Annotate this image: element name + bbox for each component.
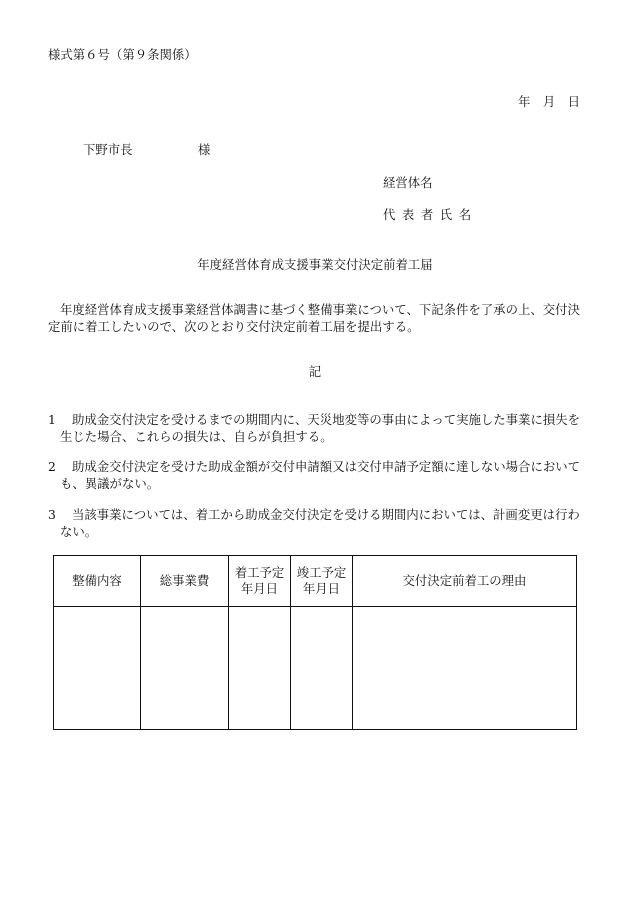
header-completion-date: 竣工予定 年月日 <box>291 556 353 607</box>
addressee-name: 下野市長 <box>83 142 133 157</box>
work-details-table <box>53 555 577 730</box>
condition-number: 2 <box>48 459 56 474</box>
condition-number: 3 <box>48 507 56 522</box>
cell-reason[interactable] <box>353 607 577 730</box>
condition-text-line: も、異議がない。 <box>60 476 160 491</box>
addressee-honorific: 様 <box>198 142 211 157</box>
body-text-line: 年度経営体育成支援事業経営体調書に基づく整備事業について、下記条件を了承の上、交付決 <box>60 302 580 317</box>
condition-number: 1 <box>48 412 56 427</box>
condition-text-line: 生じた場合、これらの損失は、自らが負担する。 <box>60 429 333 444</box>
condition-text-line: 助成金交付決定を受けた助成金額が交付申請額又は交付申請予定額に達しない場合において <box>72 459 581 474</box>
cell-completion-date[interactable] <box>291 607 353 730</box>
condition-text-line: ない。 <box>60 524 98 539</box>
table-row <box>54 607 577 730</box>
table-header-row <box>54 556 577 607</box>
condition-text-line: 当該事業については、着工から助成金交付決定を受ける期間内においては、計画変更は行わ <box>72 507 580 522</box>
body-text-line: 定前に着工したいので、次のとおり交付決定前着工届を提出する。 <box>48 319 420 334</box>
header-start-date: 着工予定 年月日 <box>229 556 291 607</box>
condition-text-line: 助成金交付決定を受けるまでの期間内に、天災地変等の事由によって実施した事業に損失を <box>72 412 581 427</box>
cell-start-date[interactable] <box>229 607 291 730</box>
header-work-content: 整備内容 <box>54 556 141 607</box>
header-total-cost: 総事業費 <box>141 556 229 607</box>
organization-name-label: 経営体名 <box>383 175 433 190</box>
ki-heading: 記 <box>308 364 322 379</box>
representative-name-label: 代 表 者 氏 名 <box>383 207 473 222</box>
header-reason: 交付決定前着工の理由 <box>353 556 577 607</box>
cell-work-content[interactable] <box>54 607 141 730</box>
document-title: 年度経営体育成支援事業交付決定前着工届 <box>197 257 433 272</box>
date-line: 年 月 日 <box>518 94 580 109</box>
form-number: 様式第６号（第９条関係） <box>48 47 197 62</box>
cell-total-cost[interactable] <box>141 607 229 730</box>
